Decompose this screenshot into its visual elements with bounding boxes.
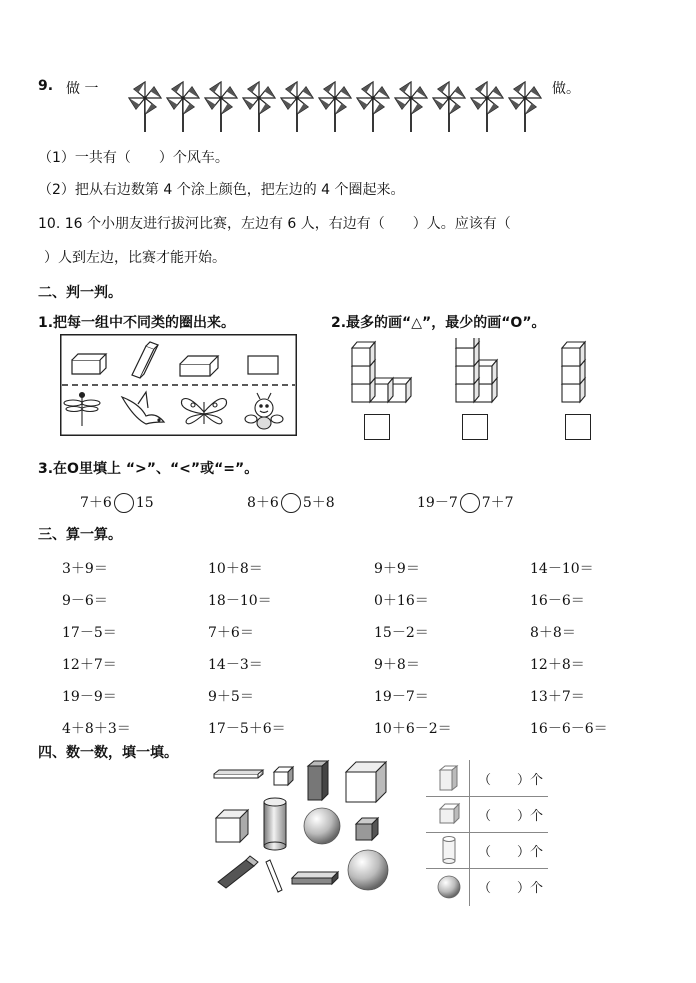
cube-stack-3 — [562, 342, 585, 402]
q9-prefix: 做 一 — [66, 81, 99, 97]
cube-icon — [216, 810, 248, 842]
long-bar-icon — [214, 770, 263, 778]
q9-number: 9. — [38, 78, 54, 94]
count-row — [426, 868, 548, 904]
compare-2-circle[interactable] — [281, 493, 301, 513]
classify-box — [60, 334, 297, 436]
pinwheel-8-icon — [395, 82, 427, 132]
calc-item: 17－5＋6＝ — [208, 721, 286, 737]
cube-stack-1 — [352, 342, 411, 402]
calc-item: 10＋8＝ — [208, 561, 263, 577]
pinwheel-3-icon — [205, 82, 237, 132]
q9-suffix: 做。 — [552, 81, 580, 97]
dark-bar-icon — [218, 856, 258, 888]
calc-item: 9＋8＝ — [374, 657, 420, 673]
calc-item: 16－6＝ — [530, 593, 585, 609]
calc-item: 19－7＝ — [374, 689, 429, 705]
count-row — [426, 796, 548, 833]
pinwheel-2-icon — [167, 82, 199, 132]
compare-1-right: 15 — [135, 495, 154, 511]
table-divider — [469, 760, 470, 906]
compare-3 — [417, 492, 514, 513]
pinwheel-row — [125, 78, 545, 134]
section4-title: 四、数一数，填一填。 — [38, 745, 178, 761]
answer-box-3[interactable] — [565, 414, 591, 440]
compare-2-left: 8＋6 — [247, 495, 279, 511]
answer-box-1[interactable] — [364, 414, 390, 440]
calc-item: 9＋5＝ — [208, 689, 254, 705]
calc-item: 8＋8＝ — [530, 625, 576, 641]
compare-2-right: 5＋8 — [302, 495, 335, 511]
stick-icon — [266, 860, 282, 892]
solids-illustration — [210, 758, 400, 898]
s2-q2-label: 2.最多的画“△”，最少的画“O”。 — [331, 315, 546, 331]
answer-box-2[interactable] — [462, 414, 488, 440]
cuboid-icon — [436, 764, 462, 792]
compare-3-left: 19－7 — [417, 495, 458, 511]
small-cube-icon — [274, 767, 293, 785]
rectangle-icon — [248, 356, 278, 374]
calc-item: 14－10＝ — [530, 561, 594, 577]
calc-item: 14－3＝ — [208, 657, 263, 673]
calc-item: 10＋6－2＝ — [374, 721, 452, 737]
count-blank[interactable]: （ ）个 — [478, 881, 544, 896]
pinwheel-10-icon — [471, 82, 503, 132]
s2-q1-label: 1.把每一组中不同类的圈出来。 — [38, 315, 236, 331]
calc-item: 0＋16＝ — [374, 593, 429, 609]
q10-line2: ）人到左边，比赛才能开始。 — [44, 250, 226, 266]
calc-item: 4＋8＋3＝ — [62, 721, 131, 737]
calc-item: 12＋7＝ — [62, 657, 117, 673]
count-blank[interactable]: （ ）个 — [478, 845, 544, 860]
cube-icon — [436, 802, 462, 826]
compare-1 — [80, 492, 154, 513]
compare-1-circle[interactable] — [114, 493, 134, 513]
q9-sub2: （2）把从右边数第 4 个涂上颜色，把左边的 4 个圈起来。 — [38, 182, 405, 198]
calc-item: 9＋9＝ — [374, 561, 420, 577]
pinwheel-1-icon — [129, 82, 161, 132]
compare-3-circle[interactable] — [460, 493, 480, 513]
count-blank[interactable]: （ ）个 — [478, 809, 544, 824]
s2-q3-label: 3.在O里填上 “>”、“<”或“=”。 — [38, 461, 259, 477]
compare-2 — [247, 492, 335, 513]
calc-item: 18－10＝ — [208, 593, 272, 609]
count-row — [426, 760, 548, 797]
section2-title: 二、判一判。 — [38, 285, 122, 301]
big-cube-icon — [346, 762, 386, 802]
count-blank[interactable]: （ ）个 — [478, 773, 544, 788]
pinwheel-6-icon — [319, 82, 351, 132]
compare-1-left: 7＋6 — [80, 495, 112, 511]
dark-cuboid-icon — [308, 761, 328, 800]
big-sphere-icon — [348, 850, 388, 890]
calc-item: 13＋7＝ — [530, 689, 585, 705]
q10-line1: 10. 16 个小朋友进行拔河比赛，左边有 6 人，右边有（ ）人。应该有（ — [38, 216, 511, 232]
cube-stack-2 — [456, 338, 497, 402]
small-dark-cube-icon — [356, 818, 378, 840]
pinwheel-5-icon — [281, 82, 313, 132]
calc-item: 9－6＝ — [62, 593, 108, 609]
pinwheel-11-icon — [509, 82, 541, 132]
pinwheel-7-icon — [357, 82, 389, 132]
sphere-icon — [304, 808, 340, 844]
pinwheel-9-icon — [433, 82, 465, 132]
count-table — [426, 760, 548, 906]
pinwheel-4-icon — [243, 82, 275, 132]
sphere-icon — [436, 874, 462, 900]
flat-bar-icon — [292, 872, 338, 884]
calc-item: 16－6－6＝ — [530, 721, 608, 737]
q9-sub1: （1）一共有（ ）个风车。 — [38, 150, 229, 166]
calc-item: 15－2＝ — [374, 625, 429, 641]
cylinder-icon — [264, 798, 286, 850]
count-row — [426, 832, 548, 869]
calc-item: 7＋6＝ — [208, 625, 254, 641]
calc-item: 19－9＝ — [62, 689, 117, 705]
calc-item: 17－5＝ — [62, 625, 117, 641]
calc-item: 12＋8＝ — [530, 657, 585, 673]
cylinder-icon — [438, 835, 460, 865]
calc-item: 3＋9＝ — [62, 561, 108, 577]
section3-title: 三、算一算。 — [38, 527, 122, 543]
compare-3-right: 7＋7 — [481, 495, 514, 511]
